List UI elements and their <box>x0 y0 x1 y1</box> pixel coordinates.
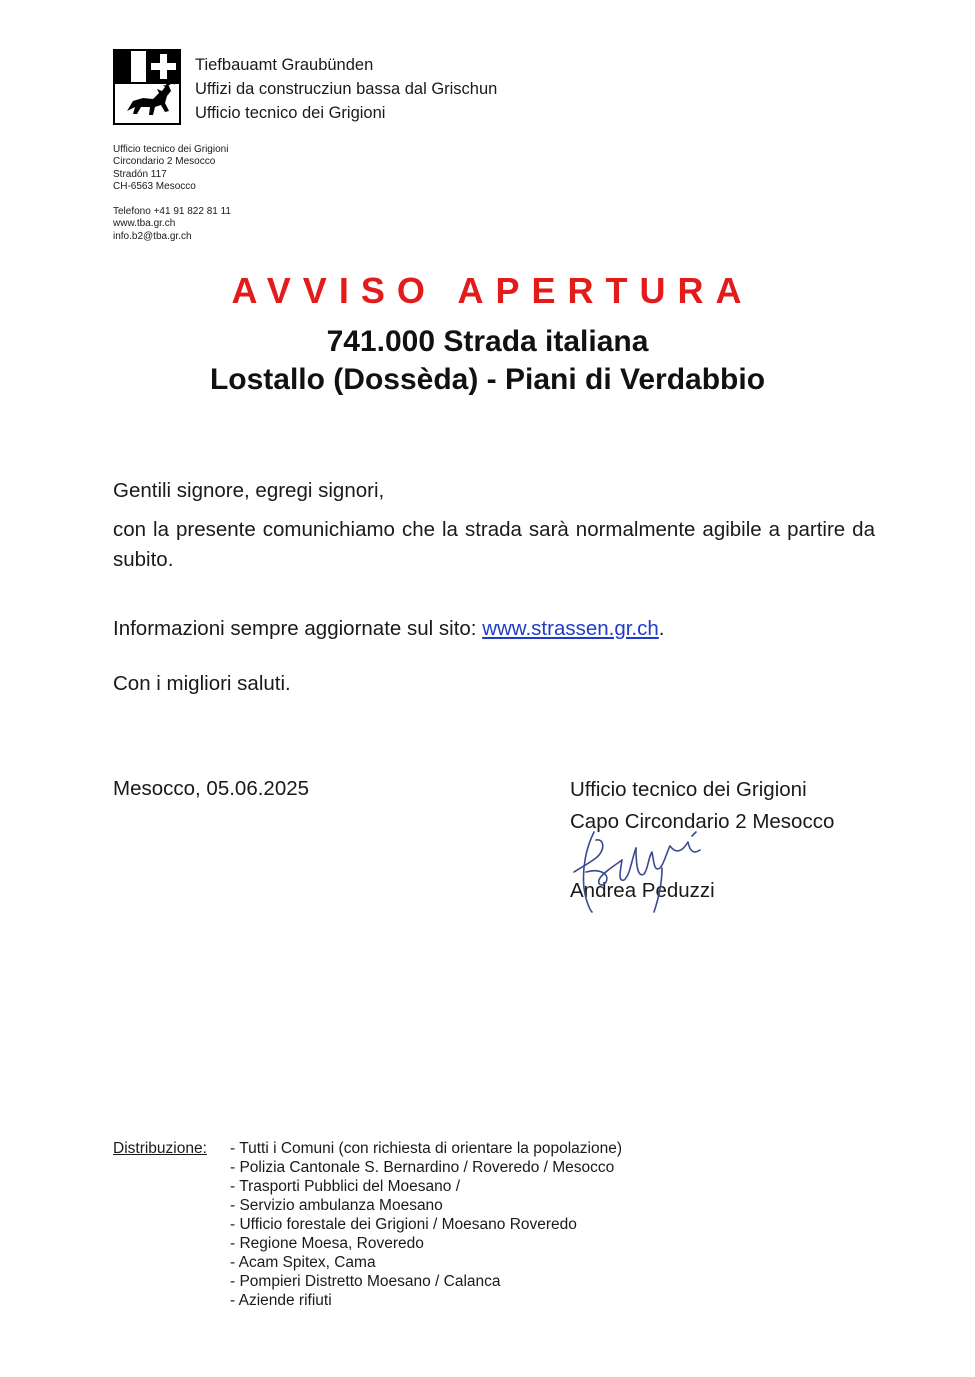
distribution-label: Distribuzione: <box>113 1140 207 1157</box>
notice-title: AVVISO APERTURA <box>231 270 754 311</box>
distribution-item: - Polizia Cantonale S. Bernardino / Roveredo / Mesocco <box>230 1159 615 1176</box>
address-line: Stradón 117 <box>113 168 167 180</box>
signatory-office-name: Ufficio tecnico dei Grigioni <box>570 778 807 801</box>
org-line-german: Tiefbauamt Graubünden <box>195 56 374 74</box>
announcement-paragraph: con la presente comunichiamo che la strada sarà normalmente agibile a partire da subito. <box>113 518 875 571</box>
info-line <box>113 614 664 644</box>
organization-names <box>195 53 497 125</box>
website-link[interactable]: www.strassen.gr.ch <box>482 617 659 640</box>
section-title: Lostallo (Dossèda) - Piani di Verdabbio <box>209 363 766 396</box>
contact-website: www.tba.gr.ch <box>113 218 176 230</box>
sender-contact <box>113 206 231 243</box>
signatory-name: Andrea Peduzzi <box>570 879 715 902</box>
greeting: Gentili signore, egregi signori, <box>113 479 385 502</box>
info-prefix: Informazioni sempre aggiornate sul sito: <box>113 617 483 640</box>
contact-phone: Telefono +41 91 822 81 11 <box>113 206 231 217</box>
distribution-item: - Ufficio forestale dei Grigioni / Moesano Roveredo <box>230 1216 577 1233</box>
distribution-list <box>230 1139 622 1310</box>
signatory-role: Capo Circondario 2 Mesocco <box>570 810 835 833</box>
distribution-item: - Trasporti Pubblici del Moesano / <box>230 1178 461 1195</box>
distribution-item: - Pompieri Distretto Moesano / Calanca <box>230 1273 501 1290</box>
org-line-romansh: Uffizi da construcziun bassa dal Grischun <box>195 80 498 98</box>
distribution-item: - Aziende rifiuti <box>230 1292 332 1309</box>
address-line: Ufficio tecnico dei Grigioni <box>113 144 229 155</box>
sender-address <box>113 144 228 193</box>
distribution-item: - Acam Spitex, Cama <box>230 1254 376 1271</box>
address-line: Circondario 2 Mesocco <box>113 156 216 168</box>
info-suffix: . <box>658 617 665 640</box>
distribution-item: - Tutti i Comuni (con richiesta di orientare la popolazione) <box>230 1140 622 1157</box>
distribution-item: - Servizio ambulanza Moesano <box>230 1197 443 1214</box>
distribution-item: - Regione Moesa, Roveredo <box>230 1235 424 1252</box>
org-line-italian: Ufficio tecnico dei Grigioni <box>195 104 386 122</box>
address-line: CH-6563 Mesocco <box>113 180 196 192</box>
handwritten-signature-icon <box>566 828 716 916</box>
closing: Con i migliori saluti. <box>113 672 291 695</box>
contact-email: info.b2@tba.gr.ch <box>113 230 192 242</box>
place-date: Mesocco, 05.06.2025 <box>113 777 310 800</box>
graubuenden-coat-of-arms-icon <box>113 49 181 125</box>
road-title: 741.000 Strada italiana <box>326 325 649 358</box>
